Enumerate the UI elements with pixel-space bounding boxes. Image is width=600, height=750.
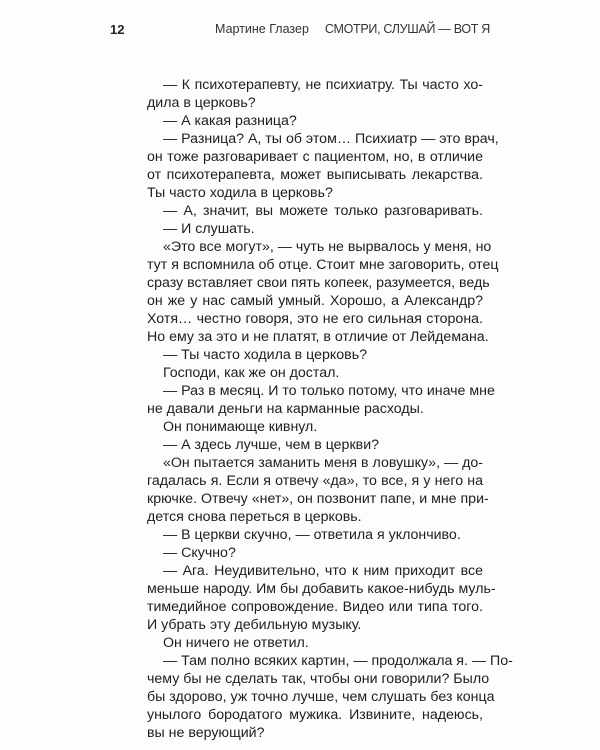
page-header [110, 20, 490, 44]
text-line: унылого бородатого мужика. Извините, надеюсь, [147, 707, 483, 723]
text-line: — К психотерапевту, не психиатру. Ты часто хо- [163, 77, 483, 93]
text-line: тут я вспомнила об отце. Стоит мне заговорить, отец [147, 257, 499, 273]
text-line: Ты часто ходила в церковь? [147, 185, 333, 201]
body-text [147, 76, 513, 742]
text-line: — Там полно всяких картин, — продолжала я. — По- [163, 653, 513, 669]
text-line: дется снова переться в церковь. [147, 509, 362, 525]
text-line: бы здорово, уж точно лучше, чем слушать без конца [147, 689, 495, 705]
text-line: «Это все могут», — чуть не вырвалось у меня, но [163, 239, 492, 255]
text-line: он же у нас самый умный. Хорошо, а Александр? [147, 293, 483, 309]
text-line: — Скучно? [163, 545, 236, 561]
text-line: — Ты часто ходила в церковь? [163, 347, 367, 363]
text-line: «Он пытается заманить меня в ловушку», — до- [163, 455, 483, 471]
text-line: — Разница? А, ты об этом… Психиатр — это врач, [163, 131, 499, 147]
text-line: дила в церковь? [147, 95, 256, 111]
text-line: — А, значит, вы можете только разговаривать. [163, 203, 483, 219]
text-line: не давали деньги на карманные расходы. [147, 401, 424, 417]
text-line: — И слушать. [163, 221, 255, 237]
text-line: — В церкви скучно, — ответила я уклончиво. [163, 527, 461, 543]
text-line: — Ага. Неудивительно, что к ним приходит все [163, 563, 483, 579]
text-line: меньше народу. Им бы добавить какое-нибудь муль- [147, 581, 496, 597]
book-title: СМОТРИ, СЛУШАЙ — ВОТ Я [324, 22, 490, 36]
text-line: тимедийное сопровождение. Видео или типа того. [147, 599, 483, 615]
author-name: Мартине Глазер [215, 22, 309, 36]
text-line: он тоже разговаривает с пациентом, но, в отличие [147, 149, 483, 165]
text-line: вы не верующий? [147, 725, 265, 741]
text-line: от психотерапевта, может выписывать лекарства. [147, 167, 483, 183]
text-line: Он понимающе кивнул. [163, 419, 318, 435]
text-line: гадалась я. Если я отвечу «да», то все, я у него на [147, 473, 483, 489]
text-line: сразу вставляет свои пять копеек, разумеется, ведь [147, 275, 490, 291]
running-head [215, 22, 490, 36]
text-line: Он ничего не ответил. [163, 635, 309, 651]
page-number: 12 [110, 22, 125, 37]
text-line: Но ему за это и не платят, в отличие от Лейдемана. [147, 329, 489, 345]
text-line: крючке. Отвечу «нет», он позвонит папе, и мне при- [147, 491, 489, 507]
text-line: И убрать эту дебильную музыку. [147, 617, 362, 633]
text-line: — А какая разница? [163, 113, 297, 129]
text-line: — Раз в месяц. И то только потому, что иначе мне [163, 383, 495, 399]
text-line: Хотя… честно говоря, это не его сильная сторона. [147, 311, 483, 327]
text-line: — А здесь лучше, чем в церкви? [163, 437, 380, 453]
text-line: Господи, как же он достал. [163, 365, 340, 381]
text-line: чему бы не сделать так, чтобы они говорили? Было [147, 671, 490, 687]
